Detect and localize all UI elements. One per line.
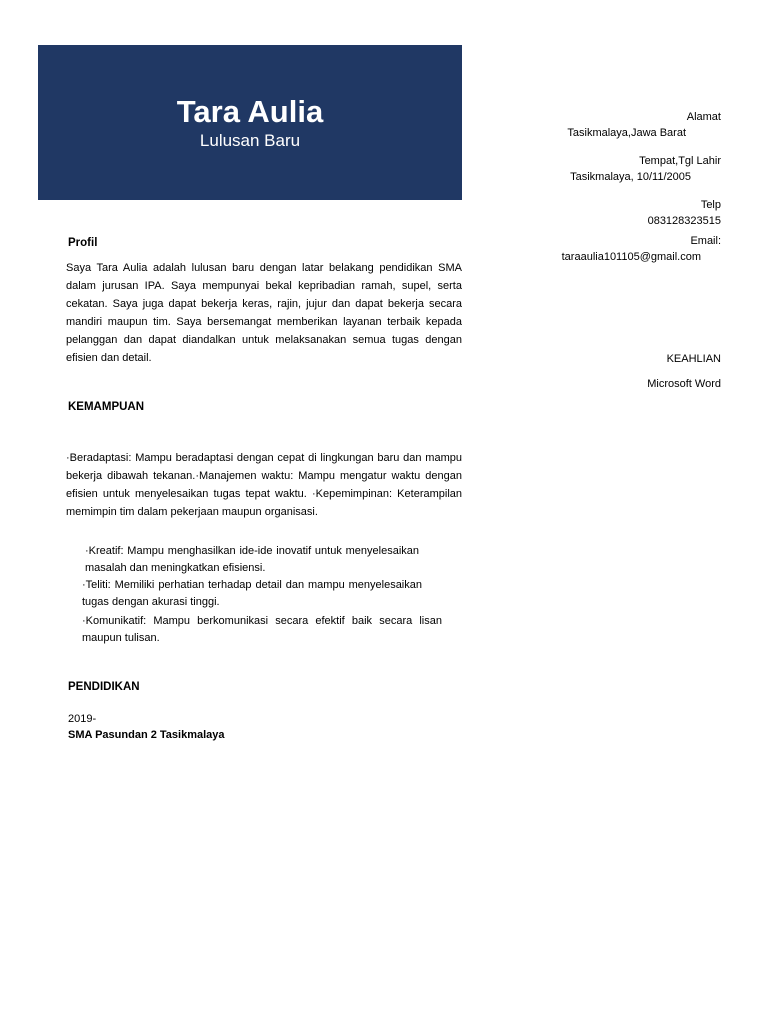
- ability-item-communicative: ·Komunikatif: Mampu berkomunikasi secara efektif baik secara lisan maupun tulisan.: [82, 615, 442, 644]
- person-name: Tara Aulia: [176, 94, 324, 129]
- person-role: Lulusan Baru: [199, 131, 301, 150]
- address-value: Tasikmalaya,Jawa Barat: [567, 126, 686, 139]
- email-label: Email:: [690, 235, 721, 247]
- profile-text: Saya Tara Aulia adalah lulusan baru dengan latar belakang pendidikan SMA dalam jurusan IPA. Saya mempunyai bekal kepribadian ramah, supel, serta cekatan. Saya juga dapat bekerja keras, rajin, jujur dan dapat bekerja secara mandiri maupun tim. Saya bersemangat memberikan layanan terbaik kepada pelanggan dan dapat diandalkan untuk melaksanakan semua tugas dengan efisien dan detail.: [66, 262, 462, 364]
- birth-label: Tempat,Tgl Lahir: [639, 155, 721, 167]
- phone-label: Telp: [700, 199, 721, 211]
- skills-section: [521, 352, 721, 392]
- education-year: 2019-: [68, 713, 97, 725]
- ability-item-thorough: ·Teliti: Memiliki perhatian terhadap detail dan mampu menyelesaikan tugas dengan akurasi tinggi.: [82, 579, 422, 608]
- skills-label: KEAHLIAN: [666, 353, 721, 365]
- profile-heading: Profil: [68, 237, 98, 249]
- header-banner: [38, 45, 462, 200]
- birth-value: Tasikmalaya, 10/11/2005: [570, 170, 691, 183]
- email-value: taraaulia101105@gmail.com: [561, 250, 701, 263]
- education-heading: PENDIDIKAN: [68, 681, 140, 693]
- skills-value: Microsoft Word: [647, 378, 721, 390]
- address-label: Alamat: [686, 111, 721, 123]
- education-school: SMA Pasundan 2 Tasikmalaya: [68, 729, 225, 741]
- abilities-main-text: ·Beradaptasi: Mampu beradaptasi dengan cepat di lingkungan baru dan mampu bekerja dibawah tekanan.·Manajemen waktu: Mampu mengatur waktu dengan efisien untuk menyelesaikan tugas tepat waktu. ·Kepemimpinan: Keterampilan memimpin tim dalam pekerjaan maupun organisasi.: [66, 452, 462, 518]
- contact-info: [481, 110, 721, 265]
- phone-value: 083128323515: [647, 214, 721, 227]
- abilities-heading: KEMAMPUAN: [68, 401, 145, 413]
- ability-item-creative: ·Kreatif: Mampu menghasilkan ide-ide inovatif untuk menyelesaikan masalah dan meningkatkan efisiensi.: [85, 545, 419, 574]
